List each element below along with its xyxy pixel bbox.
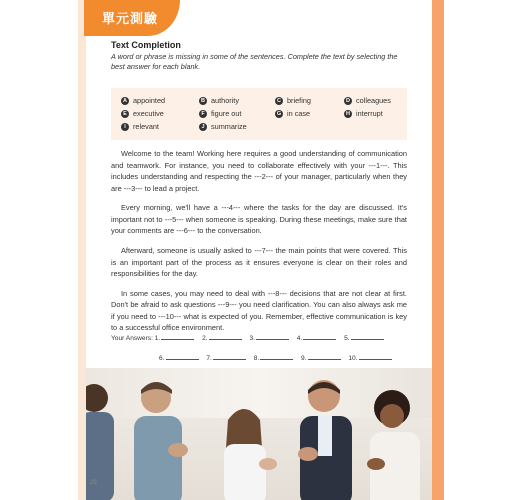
- word-bank-item: C briefing: [277, 96, 311, 105]
- option-letter-i-icon: I: [121, 123, 129, 131]
- answer-blank-9[interactable]: [308, 353, 341, 360]
- option-letter-g-icon: G: [276, 110, 282, 117]
- answer-row-1: Your Answers: 1. 2. 3. 4. 5.: [111, 333, 384, 342]
- exercise-title: Text Completion: [111, 40, 181, 50]
- exercise-instructions: A word or phrase is missing in some of the sentences. Complete the text by selecting the best answer for each blank.: [111, 52, 398, 71]
- word-bank-item: G in case: [276, 109, 311, 118]
- section-title: 單元測驗: [102, 11, 159, 26]
- answer-blank-2[interactable]: [209, 333, 242, 340]
- word-bank-item: A appointed: [123, 96, 166, 105]
- word-bank-item: B authority: [201, 96, 239, 105]
- answer-row-2: 6. 7. 8. 9. 10.: [159, 353, 392, 362]
- option-letter-b-icon: B: [199, 97, 207, 105]
- passage-paragraph-4: In some cases, you may need to deal with ---8--- decisions that are not clear at first. Don't be afraid to ask questions ---9--- you need clarification. You can also always ask me if you need to ---10--- what is expected of you. Remember, effective communication is key to a successful office environment.: [111, 288, 407, 333]
- answer-blank-1[interactable]: [161, 333, 194, 340]
- word-bank-item: E executive: [121, 109, 164, 118]
- option-letter-f-icon: F: [199, 110, 207, 118]
- option-letter-a-icon: A: [121, 97, 129, 105]
- passage-paragraph-2: Every morning, we'll have a ---4--- where the tasks for the day are discussed. It's important not to ---5--- when someone is speaking. During these meetings, make sure that your comments are ---6--- to the conversation.: [111, 203, 407, 236]
- word-bank: [111, 88, 407, 140]
- option-letter-c-icon: C: [275, 97, 283, 105]
- option-letter-d-icon: D: [344, 97, 352, 105]
- answer-blank-6[interactable]: [166, 353, 199, 360]
- team-clapping-illustration: [86, 368, 432, 500]
- answer-blank-7[interactable]: [213, 353, 246, 360]
- exercise-header: [111, 40, 407, 71]
- passage-paragraph-1: Welcome to the team! Working here requires a good understanding of communication and teamwork. For instance, you need to collaborate effectively with your ---1---. This includes understanding and respecting the ---2--- of your manager, particularly when they are ---3--- to lead a project.: [111, 149, 407, 193]
- word-bank-item: J summarize: [199, 122, 247, 131]
- answers-label: Your Answers:: [111, 335, 153, 342]
- reading-passage: [111, 148, 407, 342]
- word-bank-item: F figure out: [199, 109, 241, 118]
- right-margin-bar: [432, 0, 444, 500]
- section-header-tab: [84, 0, 180, 36]
- answer-blank-3[interactable]: [256, 333, 289, 340]
- left-margin-strip: [78, 0, 86, 500]
- page-number: 26: [90, 480, 97, 486]
- option-letter-e-icon: E: [121, 110, 129, 118]
- word-bank-item: I relevant: [121, 122, 159, 131]
- answer-blank-4[interactable]: [303, 333, 336, 340]
- answer-blank-5[interactable]: [351, 333, 384, 340]
- passage-paragraph-3: Afterward, someone is usually asked to ---7--- the main points that were covered. This is an important part of the process as it ensures everyone is clear on their roles and responsibilities for the day.: [111, 246, 407, 279]
- answer-blank-10[interactable]: [359, 353, 392, 360]
- answer-blank-8[interactable]: [260, 353, 293, 360]
- word-bank-item: D colleagues: [346, 96, 391, 105]
- office-team-photo: [86, 368, 432, 500]
- word-bank-item: H interrupt: [346, 109, 383, 118]
- option-letter-j-icon: J: [199, 123, 207, 131]
- option-letter-h-icon: H: [344, 110, 352, 118]
